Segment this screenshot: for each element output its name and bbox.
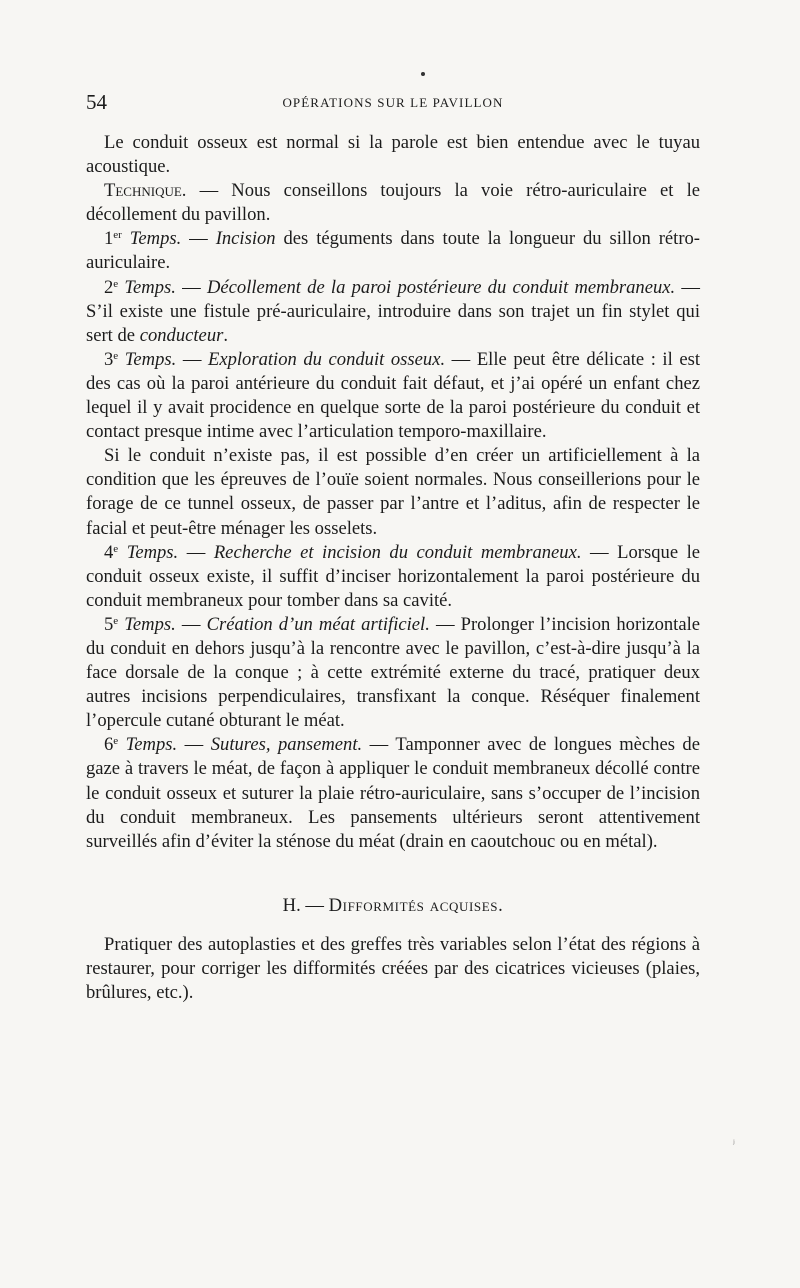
step-ordinal: e bbox=[113, 277, 119, 290]
dash: — bbox=[178, 541, 214, 563]
scan-speck: ʲ bbox=[733, 1138, 735, 1149]
step-title: Décollement de la paroi postérieure du conduit membraneux. bbox=[206, 276, 676, 298]
temps-label: Temps. bbox=[118, 348, 177, 370]
paragraph-temps-1 bbox=[86, 227, 700, 275]
step-title: Exploration du conduit osseux. bbox=[207, 348, 446, 370]
step-text: — Tamponner avec de longues mèches de gaze à travers le méat, de façon à appliquer le conduit membraneux décollé contre le conduit osseux et suturer la plaie rétro-auriculaire, sans s’occuper de l’incision du conduit membraneux. Les pansements ultérieurs seront attentivement surveillés afin d’éviter la sténose du méat (drain en caoutchouc ou en métal). bbox=[86, 734, 700, 852]
paragraph-conduit-normal: Le conduit osseux est normal si la parole est bien entendue avec le tuyau acoustique. bbox=[86, 132, 700, 178]
step-number: 1 bbox=[104, 228, 114, 250]
step-number: 6 bbox=[104, 734, 114, 756]
paragraph-temps-5 bbox=[86, 613, 700, 733]
step-text: — Prolonger l’incision horizontale du conduit en dehors jusqu’à la rencontre avec le pavillon, c’est-à-dire jusqu’à la face dorsale de la conque ; à cette extrémité externe du tracé, pratiquer deux autres incisions perpendiculaires, transfixant la conque. Réséquer finalement l’opercule cutané obturant le méat. bbox=[86, 613, 701, 732]
step-ordinal: er bbox=[113, 229, 122, 242]
step-number: 5 bbox=[104, 613, 114, 635]
paragraph-technique bbox=[86, 179, 700, 227]
paragraph-autoplasties: Pratiquer des autoplasties et des greffes très variables selon l’état des régions à restaurer, pour corriger les difformités créées par des cicatrices vicieuses (plaies, brûlures, etc.). bbox=[86, 933, 700, 1003]
section-heading bbox=[86, 894, 700, 918]
step-text: — S’il existe une fistule pré-auriculaire, introduire dans son trajet un fin stylet qui sert de bbox=[86, 276, 700, 346]
paragraph-temps-4 bbox=[86, 541, 700, 613]
dash: — bbox=[175, 613, 207, 635]
section-title: Difformités acquises. bbox=[328, 894, 504, 916]
temps-label: Temps. bbox=[118, 541, 179, 563]
technique-label: Technique. bbox=[104, 180, 187, 202]
paragraph-temps-2 bbox=[86, 276, 700, 348]
step-ordinal: e bbox=[113, 735, 119, 748]
page-header bbox=[86, 90, 700, 114]
dash: — bbox=[175, 276, 207, 298]
temps-label: Temps. bbox=[121, 228, 182, 250]
step-ordinal: e bbox=[113, 349, 119, 362]
paragraph-conduit-absent: Si le conduit n’existe pas, il est possible d’en créer un artificiellement à la condition que les épreuves de l’ouïe soient normales. Nous conseillerions pour le forage de ce tunnel osseux, de passer par l’antre et l’aditus, afin de respecter le facial et peut-être ménager les osselets. bbox=[86, 445, 700, 539]
step-title: Recherche et incision du conduit membraneux. bbox=[213, 541, 582, 563]
paragraph-temps-3 bbox=[86, 348, 700, 444]
temps-label: Temps. bbox=[118, 734, 178, 756]
section-prefix: H. — bbox=[282, 894, 329, 916]
running-title: OPÉRATIONS SUR LE PAVILLON bbox=[282, 95, 504, 110]
technique-text: — Nous conseillons toujours la voie rétro-auriculaire et le décollement du pavillon. bbox=[86, 180, 700, 226]
step-title: Incision bbox=[215, 228, 276, 250]
step-title: Création d’un méat artificiel. bbox=[206, 613, 430, 635]
period: . bbox=[223, 324, 229, 346]
dash: — bbox=[177, 734, 211, 756]
dash: — bbox=[181, 228, 216, 250]
dash: — bbox=[176, 348, 208, 370]
step-ordinal: e bbox=[113, 542, 119, 555]
step-text: — Elle peut être délicate : il est des cas où la paroi antérieure du conduit fait défaut, et j’ai opéré un enfant chez lequel il y avait procidence en quelque sorte de la paroi postérieure du conduit et contact presque intime avec l’articulation temporo-maxillaire. bbox=[86, 348, 700, 443]
step-ordinal: e bbox=[113, 614, 119, 627]
temps-label: Temps. bbox=[118, 613, 176, 635]
step-number: 4 bbox=[104, 541, 114, 563]
paragraph-temps-6 bbox=[86, 733, 700, 853]
emphasis-conducteur: conducteur bbox=[139, 324, 224, 346]
page-number: 54 bbox=[86, 90, 107, 114]
ink-dot bbox=[421, 72, 425, 76]
temps-label: Temps. bbox=[118, 276, 176, 298]
step-title: Sutures, pansement. bbox=[210, 734, 363, 756]
body-text bbox=[86, 131, 700, 1005]
step-text: — Lorsque le conduit osseux existe, il suffit d’inciser horizontalement la paroi postérieure du conduit membraneux pour tomber dans sa cavité. bbox=[86, 541, 700, 611]
step-number: 2 bbox=[104, 276, 114, 298]
step-text: des téguments dans toute la longueur du sillon rétro-auriculaire. bbox=[86, 228, 700, 274]
step-number: 3 bbox=[104, 348, 114, 370]
